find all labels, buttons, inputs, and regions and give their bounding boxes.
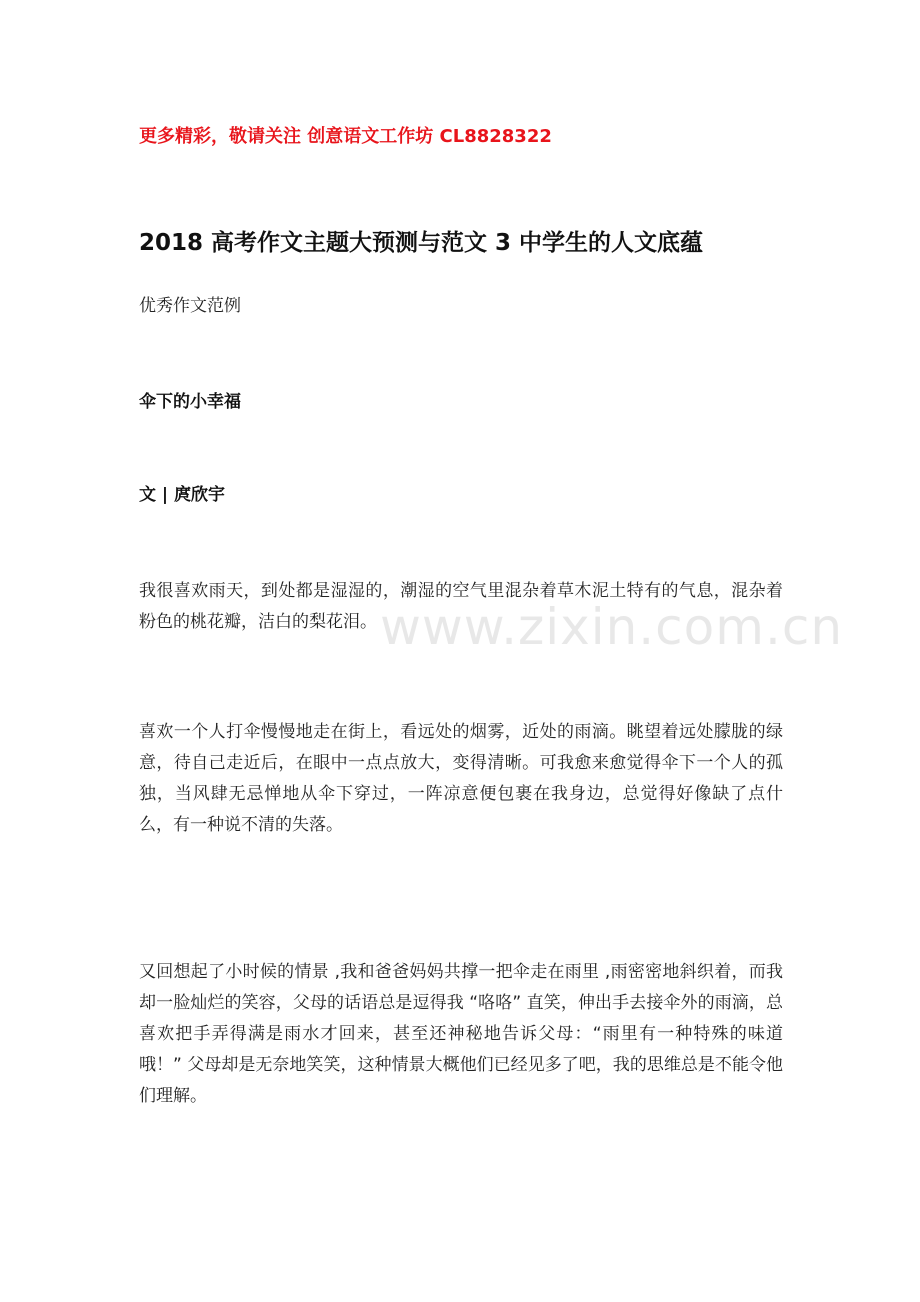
paragraph-2: 喜欢一个人打伞慢慢地走在街上，看远处的烟雾，近处的雨滴。眺望着远处朦胧的绿意，待自己走近后，在眼中一点点放大，变得清晰。可我愈来愈觉得伞下一个人的孤独，当风肆无忌惮地从伞下穿过，一阵凉意便包裹在我身边，总觉得好像缺了点什么，有一种说不清的失落。	[139, 722, 783, 835]
promo-banner: 更多精彩，敬请关注 创意语文工作坊 CL8828322	[139, 126, 552, 147]
essay-byline: 文 | 庹欣宇	[139, 485, 226, 505]
paragraph-3: 又回想起了小时候的情景 ,我和爸爸妈妈共撑一把伞走在雨里 ,雨密密地斜织着，而我却一脸灿烂的笑容，父母的话语总是逗得我 “咯咯” 直笑，伸出手去接伞外的雨滴，总喜欢把手弄得满是雨水才回来，甚至还神秘地告诉父母：“雨里有一种特殊的味道哦！” 父母却是无奈地笑笑，这种情景大概他们已经见多了吧，我的思维总是不能令他们理解。	[139, 962, 783, 1106]
watermark: www.zixin.com.cn	[380, 598, 844, 656]
document-title: 2018 高考作文主题大预测与范文 3 中学生的人文底蕴	[139, 230, 704, 256]
essay-title: 伞下的小幸福	[139, 392, 241, 412]
paragraph-1: 我很喜欢雨天，到处都是湿湿的，潮湿的空气里混杂着草木泥土特有的气息，混杂着粉色的桃花瓣，洁白的梨花泪。	[139, 581, 783, 632]
document-subtitle: 优秀作文范例	[139, 296, 241, 316]
